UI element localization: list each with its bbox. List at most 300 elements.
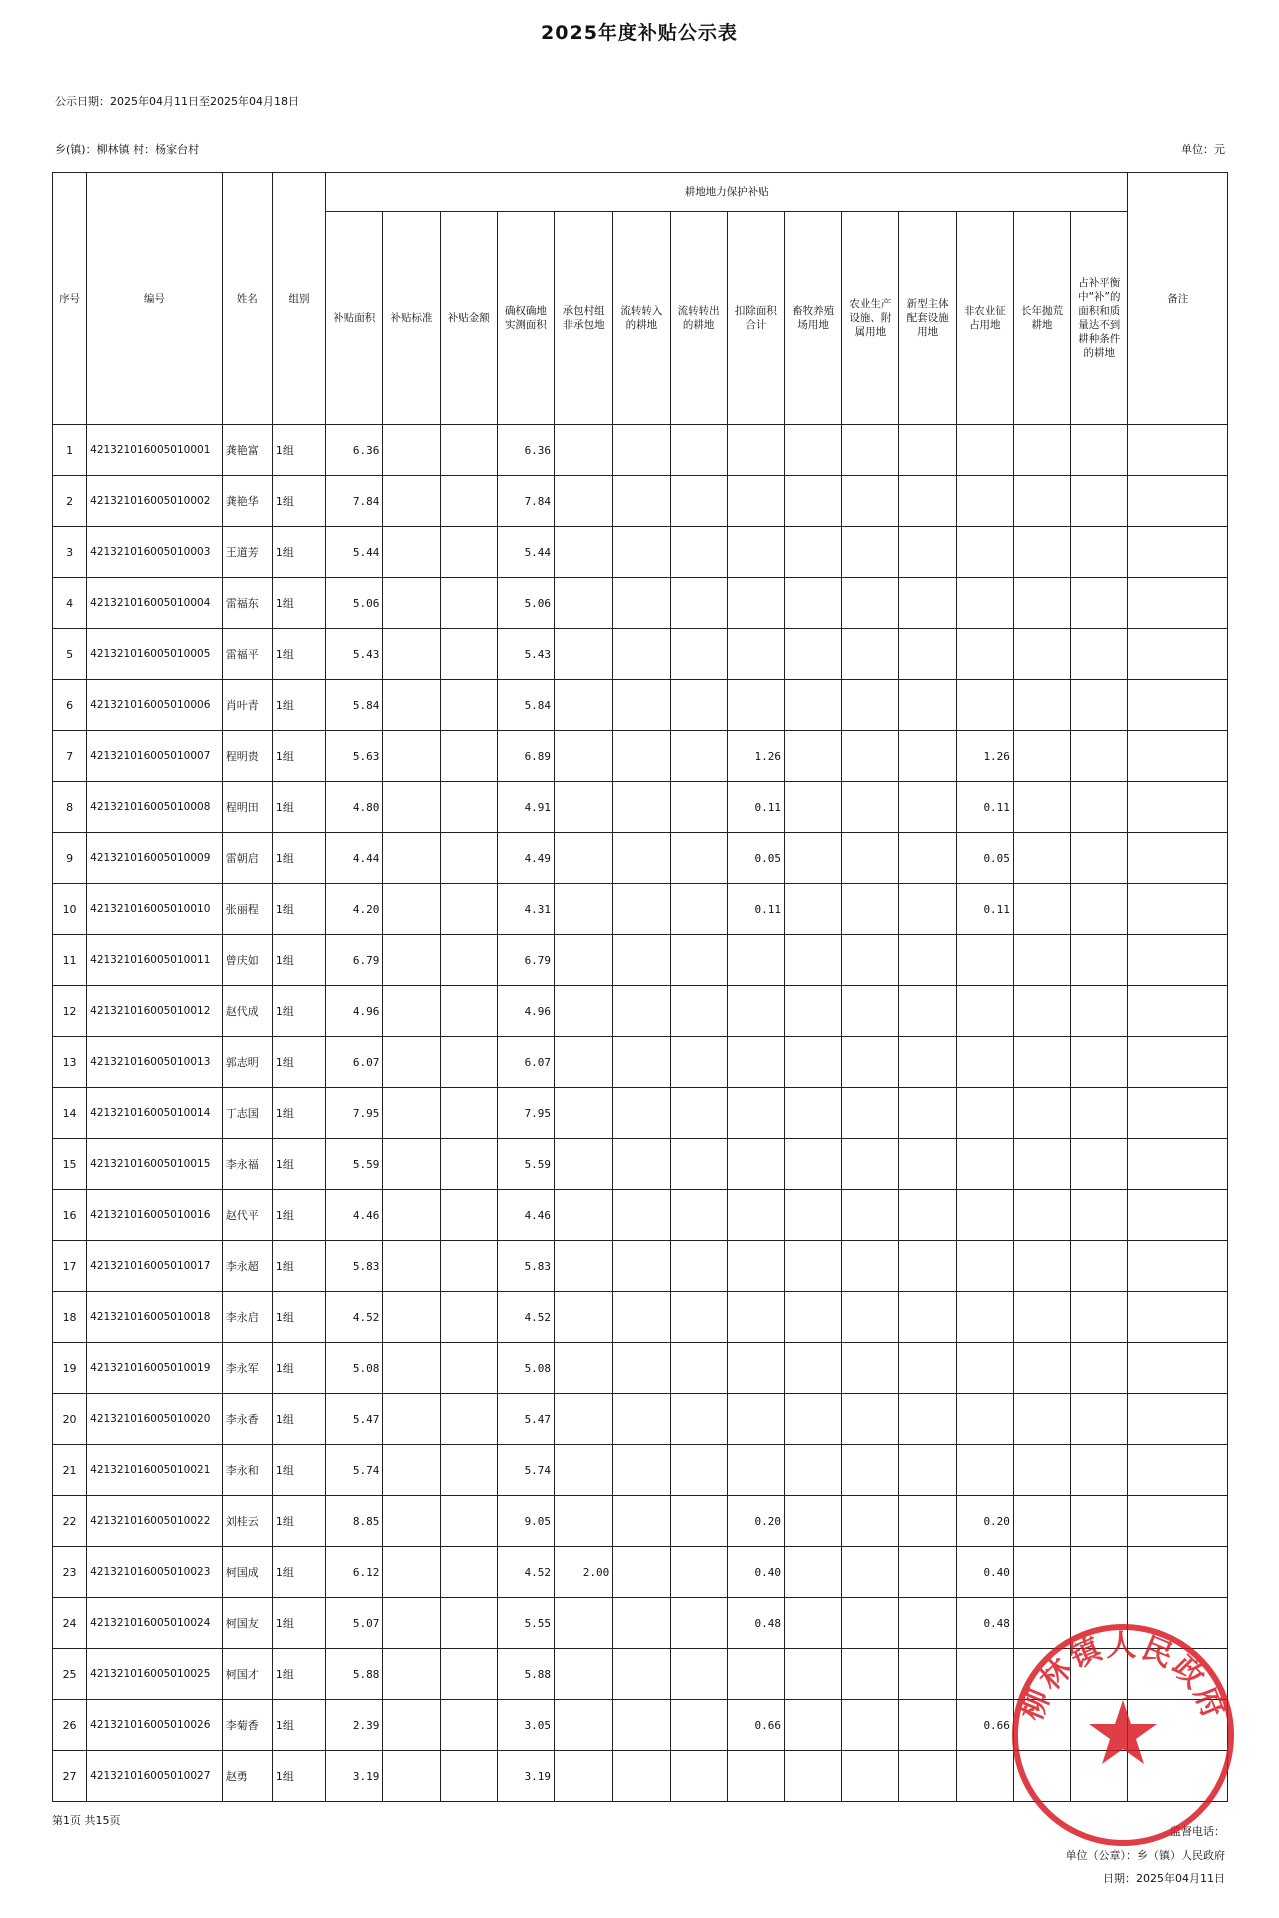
row-abandoned [1013, 1496, 1070, 1547]
row-group: 1组 [272, 578, 325, 629]
row-amount [440, 425, 497, 476]
row-balance [1071, 1292, 1128, 1343]
row-code: 421321016005010003 [87, 527, 223, 578]
issuing-organization: 单位（公章）：乡（镇）人民政府 [1065, 1849, 1225, 1862]
table-row [53, 1547, 1228, 1598]
row-confirmed-area: 4.52 [497, 1547, 554, 1598]
row-code: 421321016005010011 [87, 935, 223, 986]
row-remark [1128, 578, 1228, 629]
row-non-agri [956, 1445, 1013, 1496]
row-remark [1128, 1394, 1228, 1445]
row-contract-land [555, 782, 613, 833]
row-code: 421321016005010021 [87, 1445, 223, 1496]
row-non-agri: 0.05 [956, 833, 1013, 884]
row-deduct-total [727, 1343, 784, 1394]
row-abandoned [1013, 782, 1070, 833]
table-row [53, 1037, 1228, 1088]
row-index: 27 [53, 1751, 87, 1802]
row-abandoned [1013, 1547, 1070, 1598]
row-livestock [785, 1241, 842, 1292]
row-new-entity [899, 1088, 956, 1139]
row-standard [383, 1751, 440, 1802]
row-name: 赵勇 [222, 1751, 272, 1802]
row-livestock [785, 731, 842, 782]
row-non-agri: 0.20 [956, 1496, 1013, 1547]
row-code: 421321016005010006 [87, 680, 223, 731]
row-group: 1组 [272, 680, 325, 731]
row-amount [440, 935, 497, 986]
row-contract-land [555, 1088, 613, 1139]
table-row [53, 1190, 1228, 1241]
row-non-agri [956, 527, 1013, 578]
table-row [53, 986, 1228, 1037]
row-non-agri [956, 1292, 1013, 1343]
row-code: 421321016005010020 [87, 1394, 223, 1445]
row-standard [383, 527, 440, 578]
table-row [53, 935, 1228, 986]
row-balance [1071, 578, 1128, 629]
row-transfer-out [670, 731, 727, 782]
row-index: 8 [53, 782, 87, 833]
row-amount [440, 782, 497, 833]
row-facility [842, 731, 899, 782]
row-index: 11 [53, 935, 87, 986]
row-abandoned [1013, 578, 1070, 629]
row-group: 1组 [272, 884, 325, 935]
table-row [53, 1139, 1228, 1190]
row-facility [842, 1394, 899, 1445]
row-balance [1071, 884, 1128, 935]
table-row [53, 782, 1228, 833]
row-facility [842, 1445, 899, 1496]
row-non-agri [956, 476, 1013, 527]
table-row [53, 1751, 1228, 1802]
row-new-entity [899, 1037, 956, 1088]
row-livestock [785, 425, 842, 476]
row-standard [383, 1496, 440, 1547]
row-confirmed-area: 5.59 [497, 1139, 554, 1190]
row-transfer-in [613, 1394, 670, 1445]
row-standard [383, 425, 440, 476]
row-name: 龚艳华 [222, 476, 272, 527]
row-group: 1组 [272, 1598, 325, 1649]
row-code: 421321016005010019 [87, 1343, 223, 1394]
region-info: 乡(镇)：柳林镇 村：杨家台村 [55, 143, 200, 156]
row-new-entity [899, 935, 956, 986]
row-remark [1128, 1241, 1228, 1292]
row-confirmed-area: 4.49 [497, 833, 554, 884]
row-livestock [785, 1037, 842, 1088]
row-amount [440, 731, 497, 782]
row-non-agri: 0.48 [956, 1598, 1013, 1649]
row-transfer-out [670, 1394, 727, 1445]
row-index: 5 [53, 629, 87, 680]
row-abandoned [1013, 1700, 1070, 1751]
row-new-entity [899, 884, 956, 935]
row-deduct-total: 0.11 [727, 884, 784, 935]
row-non-agri [956, 425, 1013, 476]
row-standard [383, 833, 440, 884]
row-livestock [785, 986, 842, 1037]
row-balance [1071, 1190, 1128, 1241]
row-confirmed-area: 4.52 [497, 1292, 554, 1343]
row-area: 5.88 [326, 1649, 383, 1700]
row-livestock [785, 1649, 842, 1700]
row-livestock [785, 1547, 842, 1598]
row-contract-land [555, 578, 613, 629]
col-header-name: 姓名 [222, 173, 272, 425]
row-area: 5.44 [326, 527, 383, 578]
row-group: 1组 [272, 527, 325, 578]
row-contract-land [555, 629, 613, 680]
row-code: 421321016005010015 [87, 1139, 223, 1190]
row-balance [1071, 1547, 1128, 1598]
table-row [53, 1649, 1228, 1700]
row-area: 4.46 [326, 1190, 383, 1241]
row-standard [383, 1394, 440, 1445]
row-transfer-out [670, 476, 727, 527]
row-confirmed-area: 7.84 [497, 476, 554, 527]
row-deduct-total [727, 527, 784, 578]
row-non-agri [956, 1751, 1013, 1802]
row-facility [842, 1292, 899, 1343]
row-index: 13 [53, 1037, 87, 1088]
row-confirmed-area: 9.05 [497, 1496, 554, 1547]
row-abandoned [1013, 884, 1070, 935]
row-standard [383, 1292, 440, 1343]
row-remark [1128, 1700, 1228, 1751]
row-transfer-in [613, 1496, 670, 1547]
row-confirmed-area: 5.06 [497, 578, 554, 629]
row-remark [1128, 884, 1228, 935]
row-standard [383, 986, 440, 1037]
table-row [53, 1496, 1228, 1547]
row-transfer-in [613, 1190, 670, 1241]
row-confirmed-area: 6.07 [497, 1037, 554, 1088]
row-group: 1组 [272, 986, 325, 1037]
row-balance [1071, 527, 1128, 578]
row-balance [1071, 476, 1128, 527]
row-transfer-out [670, 629, 727, 680]
row-transfer-out [670, 1037, 727, 1088]
row-area: 5.08 [326, 1343, 383, 1394]
row-amount [440, 1751, 497, 1802]
row-group: 1组 [272, 1496, 325, 1547]
col-header-confirmed-area: 确权确地实测面积 [497, 212, 554, 425]
row-amount [440, 1547, 497, 1598]
row-standard [383, 629, 440, 680]
col-header-contract-land: 承包村组非承包地 [555, 212, 613, 425]
row-deduct-total [727, 1088, 784, 1139]
row-index: 19 [53, 1343, 87, 1394]
row-facility [842, 935, 899, 986]
row-code: 421321016005010026 [87, 1700, 223, 1751]
page-indicator: 第1页 共15页 [52, 1814, 121, 1827]
row-livestock [785, 1598, 842, 1649]
row-group: 1组 [272, 833, 325, 884]
row-transfer-out [670, 1598, 727, 1649]
row-contract-land [555, 1445, 613, 1496]
row-amount [440, 1292, 497, 1343]
row-code: 421321016005010014 [87, 1088, 223, 1139]
row-name: 李永超 [222, 1241, 272, 1292]
row-transfer-in [613, 1598, 670, 1649]
row-facility [842, 425, 899, 476]
row-index: 9 [53, 833, 87, 884]
row-index: 15 [53, 1139, 87, 1190]
row-confirmed-area: 4.91 [497, 782, 554, 833]
row-contract-land [555, 986, 613, 1037]
row-name: 曾庆如 [222, 935, 272, 986]
table-row [53, 731, 1228, 782]
row-deduct-total: 0.40 [727, 1547, 784, 1598]
row-livestock [785, 1496, 842, 1547]
row-index: 17 [53, 1241, 87, 1292]
row-transfer-out [670, 1496, 727, 1547]
row-transfer-out [670, 1547, 727, 1598]
row-amount [440, 1700, 497, 1751]
row-transfer-out [670, 1139, 727, 1190]
row-group: 1组 [272, 1751, 325, 1802]
row-area: 4.52 [326, 1292, 383, 1343]
row-facility [842, 884, 899, 935]
row-contract-land [555, 425, 613, 476]
row-transfer-in [613, 884, 670, 935]
row-standard [383, 1700, 440, 1751]
row-amount [440, 884, 497, 935]
row-code: 421321016005010016 [87, 1190, 223, 1241]
row-name: 李永和 [222, 1445, 272, 1496]
row-transfer-in [613, 1241, 670, 1292]
row-deduct-total: 0.20 [727, 1496, 784, 1547]
row-group: 1组 [272, 1700, 325, 1751]
row-confirmed-area: 5.47 [497, 1394, 554, 1445]
row-deduct-total [727, 935, 784, 986]
row-livestock [785, 680, 842, 731]
row-amount [440, 476, 497, 527]
row-confirmed-area: 5.55 [497, 1598, 554, 1649]
row-non-agri: 0.11 [956, 782, 1013, 833]
row-balance [1071, 1394, 1128, 1445]
row-non-agri: 0.11 [956, 884, 1013, 935]
col-header-transfer-in: 流转转入的耕地 [613, 212, 670, 425]
row-deduct-total: 0.11 [727, 782, 784, 833]
table-row [53, 527, 1228, 578]
row-balance [1071, 1700, 1128, 1751]
row-confirmed-area: 4.31 [497, 884, 554, 935]
row-deduct-total [727, 425, 784, 476]
row-abandoned [1013, 680, 1070, 731]
row-abandoned [1013, 1241, 1070, 1292]
row-non-agri: 1.26 [956, 731, 1013, 782]
row-livestock [785, 527, 842, 578]
row-transfer-in [613, 986, 670, 1037]
page-title: 2025年度补贴公示表 [541, 22, 738, 44]
row-abandoned [1013, 1139, 1070, 1190]
row-remark [1128, 629, 1228, 680]
row-transfer-in [613, 731, 670, 782]
row-code: 421321016005010008 [87, 782, 223, 833]
table-row [53, 1241, 1228, 1292]
row-contract-land [555, 1496, 613, 1547]
row-non-agri [956, 1343, 1013, 1394]
row-balance [1071, 1241, 1128, 1292]
row-balance [1071, 1598, 1128, 1649]
row-transfer-out [670, 884, 727, 935]
row-transfer-in [613, 1445, 670, 1496]
row-new-entity [899, 986, 956, 1037]
row-abandoned [1013, 629, 1070, 680]
row-deduct-total: 1.26 [727, 731, 784, 782]
row-contract-land [555, 527, 613, 578]
row-transfer-in [613, 476, 670, 527]
row-name: 张丽程 [222, 884, 272, 935]
row-remark [1128, 527, 1228, 578]
col-header-balance: 占补平衡中“补”的面积和质量达不到耕种条件的耕地 [1071, 212, 1128, 425]
col-header-transfer-out: 流转转出的耕地 [670, 212, 727, 425]
row-remark [1128, 425, 1228, 476]
row-transfer-in [613, 425, 670, 476]
row-transfer-in [613, 1751, 670, 1802]
row-remark [1128, 1343, 1228, 1394]
row-abandoned [1013, 1445, 1070, 1496]
row-amount [440, 1139, 497, 1190]
row-confirmed-area: 6.89 [497, 731, 554, 782]
row-area: 4.96 [326, 986, 383, 1037]
row-facility [842, 476, 899, 527]
row-area: 5.07 [326, 1598, 383, 1649]
row-standard [383, 782, 440, 833]
row-group: 1组 [272, 1394, 325, 1445]
row-group: 1组 [272, 1445, 325, 1496]
row-facility [842, 1751, 899, 1802]
row-amount [440, 1445, 497, 1496]
row-amount [440, 1343, 497, 1394]
row-livestock [785, 833, 842, 884]
row-standard [383, 578, 440, 629]
subsidy-table [52, 172, 1228, 1802]
row-amount [440, 1649, 497, 1700]
col-header-standard: 补贴标准 [383, 212, 440, 425]
row-deduct-total: 0.48 [727, 1598, 784, 1649]
row-transfer-in [613, 527, 670, 578]
row-code: 421321016005010007 [87, 731, 223, 782]
row-contract-land [555, 1343, 613, 1394]
row-group: 1组 [272, 1088, 325, 1139]
row-area: 5.47 [326, 1394, 383, 1445]
row-non-agri [956, 1190, 1013, 1241]
table-row [53, 629, 1228, 680]
row-contract-land: 2.00 [555, 1547, 613, 1598]
row-contract-land [555, 1190, 613, 1241]
row-contract-land [555, 1700, 613, 1751]
row-name: 程明贵 [222, 731, 272, 782]
row-index: 12 [53, 986, 87, 1037]
table-row [53, 1292, 1228, 1343]
row-balance [1071, 1751, 1128, 1802]
row-abandoned [1013, 476, 1070, 527]
row-name: 丁志国 [222, 1088, 272, 1139]
row-livestock [785, 578, 842, 629]
row-balance [1071, 1445, 1128, 1496]
table-row [53, 1343, 1228, 1394]
row-name: 柯国友 [222, 1598, 272, 1649]
row-remark [1128, 1445, 1228, 1496]
row-transfer-out [670, 680, 727, 731]
row-standard [383, 1241, 440, 1292]
row-transfer-in [613, 782, 670, 833]
row-standard [383, 1445, 440, 1496]
row-deduct-total [727, 1649, 784, 1700]
row-livestock [785, 1139, 842, 1190]
row-abandoned [1013, 1292, 1070, 1343]
row-new-entity [899, 578, 956, 629]
row-new-entity [899, 425, 956, 476]
row-abandoned [1013, 731, 1070, 782]
row-code: 421321016005010023 [87, 1547, 223, 1598]
row-amount [440, 629, 497, 680]
table-row [53, 425, 1228, 476]
row-amount [440, 1598, 497, 1649]
row-index: 26 [53, 1700, 87, 1751]
row-transfer-in [613, 1700, 670, 1751]
table-row [53, 833, 1228, 884]
table-row [53, 476, 1228, 527]
row-amount [440, 1037, 497, 1088]
row-remark [1128, 833, 1228, 884]
row-transfer-out [670, 833, 727, 884]
row-livestock [785, 1700, 842, 1751]
row-code: 421321016005010018 [87, 1292, 223, 1343]
row-confirmed-area: 3.05 [497, 1700, 554, 1751]
row-balance [1071, 731, 1128, 782]
row-group: 1组 [272, 731, 325, 782]
row-code: 421321016005010002 [87, 476, 223, 527]
col-header-deduct-total: 扣除面积合计 [727, 212, 784, 425]
row-area: 6.36 [326, 425, 383, 476]
row-balance [1071, 1496, 1128, 1547]
row-abandoned [1013, 1649, 1070, 1700]
row-name: 王道芳 [222, 527, 272, 578]
row-group: 1组 [272, 425, 325, 476]
row-new-entity [899, 527, 956, 578]
row-non-agri [956, 1139, 1013, 1190]
row-balance [1071, 1139, 1128, 1190]
row-new-entity [899, 680, 956, 731]
row-new-entity [899, 731, 956, 782]
row-amount [440, 1190, 497, 1241]
row-transfer-out [670, 1751, 727, 1802]
row-transfer-in [613, 1547, 670, 1598]
row-area: 4.20 [326, 884, 383, 935]
row-index: 18 [53, 1292, 87, 1343]
row-transfer-in [613, 1088, 670, 1139]
row-facility [842, 833, 899, 884]
row-livestock [785, 1343, 842, 1394]
row-non-agri [956, 578, 1013, 629]
row-name: 李永启 [222, 1292, 272, 1343]
row-remark [1128, 1037, 1228, 1088]
row-abandoned [1013, 1037, 1070, 1088]
row-livestock [785, 1751, 842, 1802]
row-confirmed-area: 5.83 [497, 1241, 554, 1292]
row-area: 5.43 [326, 629, 383, 680]
row-area: 4.80 [326, 782, 383, 833]
row-livestock [785, 476, 842, 527]
row-standard [383, 1139, 440, 1190]
row-non-agri [956, 1037, 1013, 1088]
row-code: 421321016005010012 [87, 986, 223, 1037]
